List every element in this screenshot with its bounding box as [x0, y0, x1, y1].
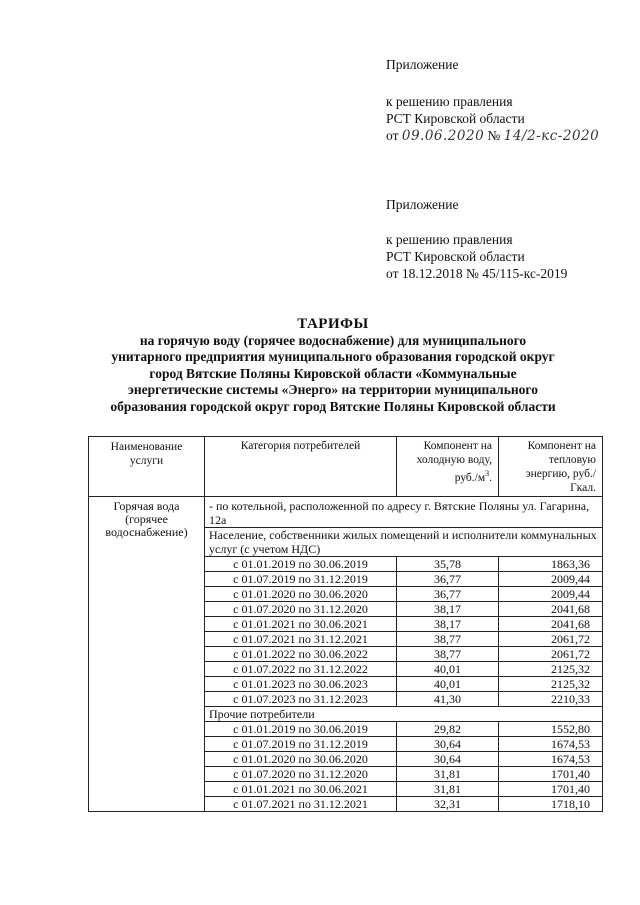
heat-cell: 2009,44 [499, 587, 603, 602]
annex-old-title: Приложение [386, 197, 459, 212]
header-category: Категория потребителей [205, 437, 397, 497]
heat-cell: 2041,68 [499, 602, 603, 617]
boiler-address: - по котельной, расположенной по адресу г. Вятские Поляны ул. Гагарина, 12а [205, 497, 603, 528]
heat-cell: 1701,40 [499, 767, 603, 782]
consumer-group-label: Население, собственники жилых помещений и исполнители коммунальных услуг (с учетом НДС) [205, 528, 603, 557]
period-cell: с 01.07.2022 по 31.12.2022 [205, 662, 397, 677]
period-cell: с 01.07.2023 по 31.12.2023 [205, 692, 397, 707]
annex-new-line1: к решению правления [386, 94, 513, 109]
cold-water-cell: 30,64 [397, 752, 499, 767]
cold-water-cell: 38,77 [397, 632, 499, 647]
period-cell: с 01.01.2019 по 30.06.2019 [205, 557, 397, 572]
header-cold-water: Компонент на холодную воду, $руб./м^3$. [397, 437, 499, 497]
annex-new [386, 56, 599, 145]
cold-water-cell: 38,17 [397, 617, 499, 632]
heat-cell: 1718,10 [499, 797, 603, 812]
heat-cell: 2125,32 [499, 677, 603, 692]
period-cell: с 01.01.2021 по 30.06.2021 [205, 617, 397, 632]
heat-cell: 1552,80 [499, 722, 603, 737]
annex-new-ref [386, 127, 599, 145]
period-cell: с 01.07.2019 по 31.12.2019 [205, 737, 397, 752]
period-cell: с 01.07.2021 по 31.12.2021 [205, 632, 397, 647]
table-header-row [89, 437, 603, 497]
annex-old-line3: от 18.12.2018 № 45/115-кс-2019 [386, 266, 568, 281]
handwritten-date: 09.06.2020 [401, 128, 485, 144]
title-line-3: город Вятские Поляны Кировской области «Коммунальные [149, 365, 517, 381]
cold-water-cell: 40,01 [397, 662, 499, 677]
annex-old-line1: к решению правления [386, 232, 513, 247]
service-name-cell: Горячая вода (горячее водоснабжение) [89, 497, 205, 812]
period-cell: с 01.01.2019 по 30.06.2019 [205, 722, 397, 737]
cold-water-cell: 31,81 [397, 767, 499, 782]
annex-new-from: от [386, 128, 399, 143]
annex-new-line2: РСТ Кировской области [386, 111, 525, 126]
title-line-4: энергетические системы «Энерго» на территории муниципального [128, 382, 538, 397]
cold-water-cell: 35,78 [397, 557, 499, 572]
boiler-row [89, 497, 603, 528]
period-cell: с 01.01.2021 по 30.06.2021 [205, 782, 397, 797]
heat-cell: 2061,72 [499, 647, 603, 662]
cold-water-cell: 38,77 [397, 647, 499, 662]
cold-water-cell: 41,30 [397, 692, 499, 707]
annex-old [386, 196, 567, 282]
title-line-5: образования городской округ город Вятские Поляны Кировской области [110, 398, 556, 414]
period-cell: с 01.01.2020 по 30.06.2020 [205, 587, 397, 602]
heat-cell: 1674,53 [499, 752, 603, 767]
header-service: Наименование услуги [89, 437, 205, 497]
period-cell: с 01.01.2022 по 30.06.2022 [205, 647, 397, 662]
header-heat: Компонент на тепловую энергию, руб./Гкал. [499, 437, 603, 497]
title-heading: ТАРИФЫ [297, 316, 369, 332]
heat-cell: 2210,33 [499, 692, 603, 707]
cold-water-cell: 29,82 [397, 722, 499, 737]
annex-new-title: Приложение [386, 57, 459, 72]
annex-new-number-sign: № [487, 128, 501, 143]
heat-cell: 2009,44 [499, 572, 603, 587]
heat-cell: 1863,36 [499, 557, 603, 572]
heat-cell: 2041,68 [499, 617, 603, 632]
handwritten-number: 14/2-кс-2020 [503, 128, 600, 144]
cold-water-cell: 36,77 [397, 572, 499, 587]
cold-water-cell: 40,01 [397, 677, 499, 692]
heat-cell: 1701,40 [499, 782, 603, 797]
period-cell: с 01.07.2020 по 31.12.2020 [205, 602, 397, 617]
title-line-1: на горячую воду (горячее водоснабжение) для муниципального [139, 332, 527, 348]
period-cell: с 01.07.2021 по 31.12.2021 [205, 797, 397, 812]
heat-cell: 2061,72 [499, 632, 603, 647]
cold-water-cell: 30,64 [397, 737, 499, 752]
period-cell: с 01.07.2020 по 31.12.2020 [205, 767, 397, 782]
period-cell: с 01.07.2019 по 31.12.2019 [205, 572, 397, 587]
annex-old-line2: РСТ Кировской области [386, 249, 525, 264]
consumer-group-label: Прочие потребители [205, 707, 603, 722]
cold-water-cell: 31,81 [397, 782, 499, 797]
period-cell: с 01.01.2020 по 30.06.2020 [205, 752, 397, 767]
title-line-2: унитарного предприятия муниципального образования городской округ [111, 349, 555, 364]
tariff-table [88, 436, 603, 812]
cold-water-cell: 38,17 [397, 602, 499, 617]
heat-cell: 2125,32 [499, 662, 603, 677]
document-title [60, 316, 606, 415]
period-cell: с 01.01.2023 по 30.06.2023 [205, 677, 397, 692]
cold-water-cell: 36,77 [397, 587, 499, 602]
cold-water-cell: 32,31 [397, 797, 499, 812]
heat-cell: 1674,53 [499, 737, 603, 752]
